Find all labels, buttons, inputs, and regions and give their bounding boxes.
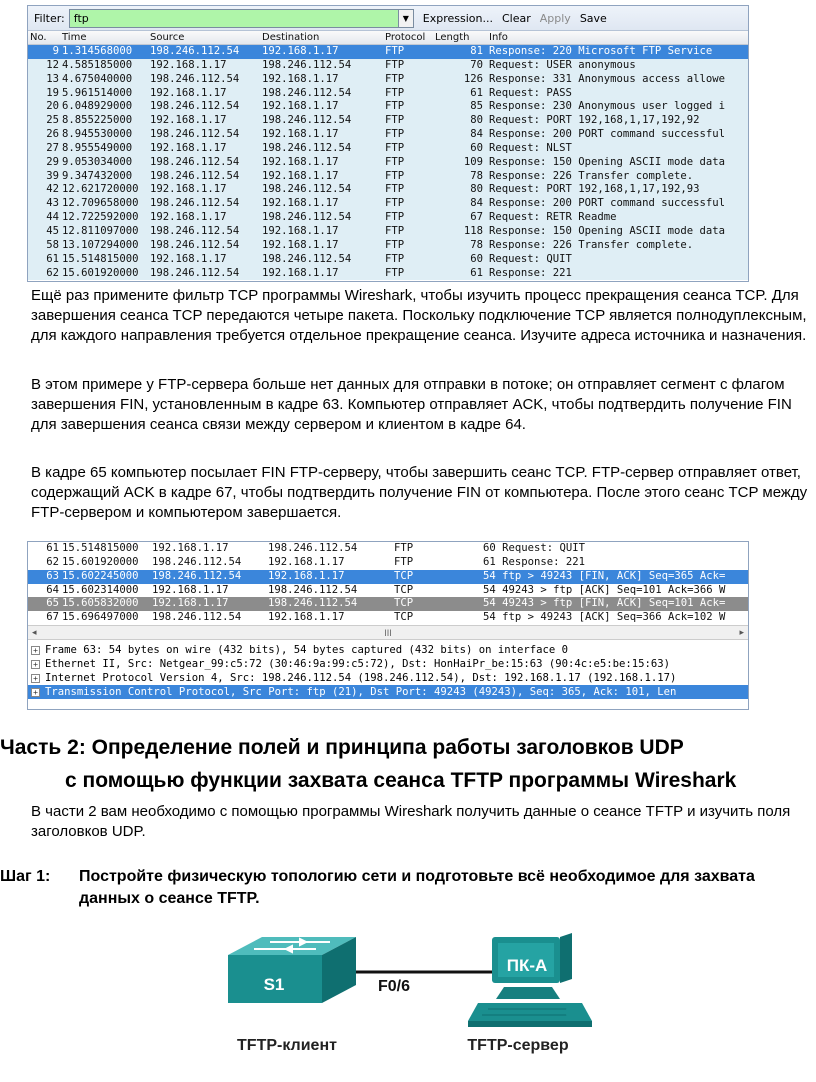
column-destination[interactable]: Destination (262, 32, 320, 43)
packet-protocol: FTP (385, 58, 405, 71)
packet-length: 118 (463, 224, 483, 237)
topology-diagram (0, 925, 816, 1082)
packet-no: 61 (46, 252, 59, 265)
packet-source: 198.246.112.54 (150, 155, 240, 168)
packet-destination: 192.168.1.17 (262, 100, 339, 113)
packet-details-tree (28, 643, 748, 699)
packet-info: Response: 150 Opening ASCII mode data (489, 155, 725, 168)
packet-length: 61 (470, 266, 483, 279)
packet-destination: 192.168.1.17 (262, 128, 339, 141)
packet-source: 198.246.112.54 (150, 45, 240, 57)
packet-protocol: FTP (385, 252, 405, 265)
packet-length: 80 (470, 114, 483, 127)
packet-info: Request: RETR Readme (489, 211, 617, 224)
packet-protocol: FTP (385, 45, 405, 57)
packet-length: 67 (470, 211, 483, 224)
packet-protocol: FTP (385, 141, 405, 154)
pc-icon (468, 933, 592, 1027)
packet-info: Response: 226 Transfer complete. (489, 169, 694, 182)
packet-length: 84 (470, 128, 483, 141)
paragraph-tcp-termination: Ещё раз примените фильтр TCP программы Wireshark, чтобы изучить процесс прекращения сеанса TCP. Для завершения сеанса TCP передаются четыре пакета. Поскольку подключение TCP является полнодуплексным, для каждого направления требуется отдельное прекращение сеанса. Изучите адреса источника и назначения. (31, 287, 807, 345)
packet-destination: 198.246.112.54 (262, 183, 352, 196)
packet-destination: 198.246.112.54 (262, 252, 352, 265)
filter-toolbar (28, 6, 748, 31)
packet-time: 9.347432000 (62, 169, 133, 182)
packet-source: 198.246.112.54 (150, 128, 240, 141)
packet-protocol: FTP (385, 100, 405, 113)
packet-destination: 192.168.1.17 (262, 224, 339, 237)
packet-destination: 198.246.112.54 (268, 542, 358, 554)
packet-destination: 198.246.112.54 (262, 141, 352, 154)
packet-info: 54 ftp > 49243 [FIN, ACK] Seq=365 Ack= (483, 569, 726, 582)
packet-time: 15.605832000 (62, 597, 139, 610)
packet-source: 198.246.112.54 (152, 555, 242, 568)
packet-no: 45 (46, 224, 59, 237)
packet-source: 198.246.112.54 (150, 224, 240, 237)
packet-row[interactable] (28, 114, 748, 128)
column-length[interactable]: Length (435, 32, 470, 43)
packet-info: 54 49243 > ftp [ACK] Seq=101 Ack=366 W (483, 583, 726, 596)
scroll-right-icon[interactable]: ▸ (739, 627, 744, 638)
packet-destination: 192.168.1.17 (262, 169, 339, 182)
packet-row[interactable] (28, 239, 748, 253)
packet-source: 198.246.112.54 (152, 569, 242, 582)
packet-info: 60 Request: QUIT (483, 542, 586, 554)
packet-info: Response: 150 Opening ASCII mode data (489, 224, 725, 237)
packet-no: 20 (46, 100, 59, 113)
packet-info: Request: PASS (489, 86, 572, 99)
packet-no: 61 (46, 542, 59, 554)
packet-row[interactable] (28, 183, 748, 197)
packet-list-header (28, 31, 748, 45)
packet-time: 15.602314000 (62, 583, 139, 596)
packet-time: 15.696497000 (62, 611, 139, 624)
pc-label: ПК-А (506, 956, 548, 975)
packet-protocol: FTP (385, 86, 405, 99)
packet-protocol: FTP (394, 555, 414, 568)
packet-row[interactable] (28, 570, 748, 584)
packet-time: 8.855225000 (62, 114, 133, 127)
packet-protocol: TCP (394, 611, 414, 624)
packet-destination: 192.168.1.17 (262, 266, 339, 279)
packet-row[interactable] (28, 73, 748, 87)
packet-no: 12 (46, 58, 59, 71)
packet-row[interactable] (28, 142, 748, 156)
clear-button[interactable]: Clear (501, 11, 531, 25)
packet-time: 12.722592000 (62, 211, 139, 224)
packet-time: 15.514815000 (62, 542, 139, 554)
packet-row[interactable] (28, 584, 748, 598)
tftp-server-label: TFTP-сервер (467, 1037, 569, 1054)
packet-source: 198.246.112.54 (150, 266, 240, 279)
packet-source: 192.168.1.17 (150, 58, 227, 71)
link-port-label: F0/6 (378, 978, 411, 995)
packet-source: 192.168.1.17 (150, 211, 227, 224)
packet-time: 15.602245000 (62, 569, 139, 582)
packet-source: 198.246.112.54 (150, 100, 240, 113)
packet-no: 62 (46, 555, 59, 568)
packet-protocol: FTP (385, 266, 405, 279)
filter-dropdown-button[interactable] (399, 9, 414, 28)
packet-source: 192.168.1.17 (152, 542, 229, 554)
detail-text: Frame 63: 54 bytes on wire (432 bits), 54 bytes captured (432 bits) on interface 0 (45, 644, 568, 657)
packet-destination: 192.168.1.17 (268, 555, 345, 568)
packet-protocol: FTP (394, 542, 414, 554)
packet-no: 25 (46, 114, 59, 127)
packet-source: 192.168.1.17 (150, 141, 227, 154)
packet-length: 126 (463, 72, 483, 85)
packet-info: 61 Response: 221 (483, 555, 586, 568)
switch-icon (228, 937, 356, 1003)
packet-length: 85 (470, 100, 483, 113)
packet-time: 8.945530000 (62, 128, 133, 141)
packet-protocol: FTP (385, 197, 405, 210)
packet-no: 13 (46, 72, 59, 85)
packet-info: Response: 226 Transfer complete. (489, 238, 694, 251)
packet-length: 70 (470, 58, 483, 71)
expression-button[interactable]: Expression... (422, 11, 493, 25)
packet-source: 198.246.112.54 (150, 72, 240, 85)
packet-destination: 198.246.112.54 (262, 58, 352, 71)
packet-time: 6.048929000 (62, 100, 133, 113)
packet-no: 65 (46, 597, 59, 610)
packet-destination: 192.168.1.17 (268, 569, 345, 582)
packet-length: 80 (470, 183, 483, 196)
packet-row[interactable] (28, 45, 748, 59)
packet-no: 39 (46, 169, 59, 182)
step1-text: Постройте физическую топологию сети и подготовьте всё необходимое для захвата данных о сеансе TFTP. (79, 868, 755, 907)
detail-row[interactable] (28, 643, 748, 657)
packet-row[interactable] (28, 267, 748, 281)
packet-list (28, 45, 748, 280)
part2-title-line2: с помощью функции захвата сеанса TFTP программы Wireshark (65, 769, 737, 792)
packet-destination: 198.246.112.54 (262, 114, 352, 127)
packet-row[interactable] (28, 542, 748, 556)
switch-label: S1 (263, 975, 285, 994)
packet-length: 61 (470, 86, 483, 99)
packet-time: 12.621720000 (62, 183, 139, 196)
detail-row[interactable] (28, 657, 748, 671)
packet-no: 63 (46, 569, 59, 582)
step1-label: Шаг 1: (0, 868, 51, 885)
packet-row[interactable] (28, 556, 748, 570)
packet-destination: 192.168.1.17 (262, 45, 339, 57)
expand-plus-icon[interactable]: + (31, 646, 40, 655)
packet-row[interactable] (28, 87, 748, 101)
column-protocol[interactable]: Protocol (385, 32, 426, 43)
packet-destination: 198.246.112.54 (262, 211, 352, 224)
packet-no: 43 (46, 197, 59, 210)
packet-no: 19 (46, 86, 59, 99)
packet-source: 198.246.112.54 (150, 197, 240, 210)
chevron-down-icon: ▼ (402, 13, 409, 23)
packet-protocol: FTP (385, 169, 405, 182)
packet-no: 64 (46, 583, 59, 596)
packet-info: Response: 200 PORT command successful (489, 128, 725, 141)
packet-time: 15.601920000 (62, 555, 139, 568)
packet-protocol: FTP (385, 238, 405, 251)
packet-time: 13.107294000 (62, 238, 139, 251)
paragraph-fin-frame-63: В этом примере у FTP-сервера больше нет данных для отправки в потоке; он отправляет сегмент с флагом завершения FIN, установленным в кадре 63. Компьютер отправляет ACK, чтобы подтвердить получение FIN для завершения сеанса связи между сервером и клиентом в кадре 64. (31, 376, 792, 434)
packet-no: 44 (46, 211, 59, 224)
packet-info: Request: USER anonymous (489, 58, 636, 71)
packet-row[interactable] (28, 597, 748, 611)
packet-source: 192.168.1.17 (152, 583, 229, 596)
packet-source: 198.246.112.54 (152, 611, 242, 624)
packet-no: 9 (52, 45, 59, 57)
packet-info: Request: PORT 192,168,1,17,192,92 (489, 114, 700, 127)
packet-length: 60 (470, 252, 483, 265)
packet-time: 8.955549000 (62, 141, 133, 154)
part2-title-line1: Часть 2: Определение полей и принципа работы заголовков UDP (0, 736, 684, 759)
packet-info: 54 49243 > ftp [FIN, ACK] Seq=101 Ack= (483, 597, 726, 610)
packet-info: Request: PORT 192,168,1,17,192,93 (489, 183, 700, 196)
packet-info: Response: 200 PORT command successful (489, 197, 725, 210)
packet-row[interactable] (28, 611, 748, 625)
scroll-thumb[interactable]: III (384, 627, 392, 638)
packet-length: 60 (470, 141, 483, 154)
packet-destination: 192.168.1.17 (262, 197, 339, 210)
packet-no: 67 (46, 611, 59, 624)
wireshark-capture-tcp (27, 541, 749, 710)
packet-source: 192.168.1.17 (150, 183, 227, 196)
detail-text: Transmission Control Protocol, Src Port: ftp (21), Dst Port: 49243 (49243), Seq: 365, Ack: 101, Len (45, 686, 677, 699)
paragraph-fin-frame-65: В кадре 65 компьютер посылает FIN FTP-серверу, чтобы завершить сеанс TCP. FTP-сервер отправляет ответ, содержащий ACK в кадре 67, чтобы подтвердить получение FIN от компьютера. После этого сеанс TCP между FTP-сервером и компьютером завершается. (31, 464, 808, 522)
apply-button[interactable]: Apply (539, 11, 571, 25)
packet-source: 192.168.1.17 (152, 597, 229, 610)
column-time[interactable]: Time (62, 32, 87, 43)
save-button[interactable]: Save (579, 11, 607, 25)
packet-row[interactable] (28, 170, 748, 184)
part2-intro: В части 2 вам необходимо с помощью программы Wireshark получить данные о сеансе TFTP и изучить поля заголовков UDP. (31, 803, 791, 841)
packet-no: 42 (46, 183, 59, 196)
packet-time: 5.961514000 (62, 86, 133, 99)
packet-destination: 198.246.112.54 (268, 583, 358, 596)
packet-protocol: FTP (385, 155, 405, 168)
packet-no: 29 (46, 155, 59, 168)
packet-protocol: FTP (385, 128, 405, 141)
packet-protocol: TCP (394, 583, 414, 596)
packet-protocol: FTP (385, 114, 405, 127)
packet-source: 192.168.1.17 (150, 86, 227, 99)
packet-time: 12.811097000 (62, 224, 139, 237)
packet-row[interactable] (28, 225, 748, 239)
horizontal-scrollbar[interactable] (28, 625, 748, 640)
packet-protocol: TCP (394, 569, 414, 582)
packet-length: 78 (470, 169, 483, 182)
packet-time: 15.601920000 (62, 266, 139, 279)
expand-plus-icon[interactable]: + (31, 688, 40, 697)
packet-row[interactable] (28, 128, 748, 142)
packet-length: 84 (470, 197, 483, 210)
detail-text: Ethernet II, Src: Netgear_99:c5:72 (30:46:9a:99:c5:72), Dst: HonHaiPr_be:15:63 (90:4c:e5:be:15:63) (45, 658, 671, 671)
wireshark-capture-ftp (27, 5, 749, 282)
detail-row[interactable] (28, 685, 748, 699)
packet-source: 198.246.112.54 (150, 169, 240, 182)
packet-time: 4.675040000 (62, 72, 133, 85)
packet-time: 4.585185000 (62, 58, 133, 71)
packet-info: Request: QUIT (489, 252, 572, 265)
network-topology (0, 925, 816, 1082)
packet-no: 62 (46, 266, 59, 279)
scroll-left-icon[interactable]: ◂ (32, 627, 37, 638)
packet-row[interactable] (28, 156, 748, 170)
packet-destination: 192.168.1.17 (262, 155, 339, 168)
packet-row[interactable] (28, 59, 748, 73)
packet-no: 58 (46, 238, 59, 251)
packet-row[interactable] (28, 197, 748, 211)
packet-length: 78 (470, 238, 483, 251)
packet-time: 1.314568000 (62, 45, 133, 57)
column-no[interactable]: No. (30, 32, 47, 43)
packet-time: 12.709658000 (62, 197, 139, 210)
packet-protocol: FTP (385, 183, 405, 196)
detail-text: Internet Protocol Version 4, Src: 198.246.112.54 (198.246.112.54), Dst: 192.168.1.17 (192.168.1.17) (45, 672, 677, 685)
packet-list (28, 542, 748, 625)
packet-source: 192.168.1.17 (150, 114, 227, 127)
packet-row[interactable] (28, 253, 748, 267)
packet-protocol: FTP (385, 224, 405, 237)
packet-info: Response: 230 Anonymous user logged i (489, 100, 725, 113)
packet-no: 26 (46, 128, 59, 141)
packet-length: 81 (470, 45, 483, 57)
expand-plus-icon[interactable]: + (31, 660, 40, 669)
packet-length: 109 (463, 155, 483, 168)
column-info[interactable]: Info (489, 32, 508, 43)
packet-info: Request: NLST (489, 141, 572, 154)
packet-source: 192.168.1.17 (150, 252, 227, 265)
filter-label: Filter: (34, 11, 65, 25)
expand-plus-icon[interactable]: + (31, 674, 40, 683)
packet-destination: 198.246.112.54 (262, 86, 352, 99)
packet-time: 15.514815000 (62, 252, 139, 265)
packet-destination: 192.168.1.17 (262, 238, 339, 251)
packet-protocol: FTP (385, 211, 405, 224)
packet-row[interactable] (28, 211, 748, 225)
packet-destination: 192.168.1.17 (268, 611, 345, 624)
tftp-client-label: TFTP-клиент (237, 1037, 337, 1054)
packet-protocol: FTP (385, 72, 405, 85)
packet-destination: 192.168.1.17 (262, 72, 339, 85)
packet-row[interactable] (28, 100, 748, 114)
packet-no: 27 (46, 141, 59, 154)
packet-source: 198.246.112.54 (150, 238, 240, 251)
column-source[interactable]: Source (150, 32, 185, 43)
packet-destination: 198.246.112.54 (268, 597, 358, 610)
packet-info: Response: 221 (489, 266, 572, 279)
packet-info: Response: 331 Anonymous access allowe (489, 72, 725, 85)
packet-info: 54 ftp > 49243 [ACK] Seq=366 Ack=102 W (483, 611, 726, 624)
packet-time: 9.053034000 (62, 155, 133, 168)
detail-row[interactable] (28, 671, 748, 685)
filter-input[interactable]: ftp (69, 9, 399, 28)
packet-protocol: TCP (394, 597, 414, 610)
packet-info: Response: 220 Microsoft FTP Service (489, 45, 713, 57)
